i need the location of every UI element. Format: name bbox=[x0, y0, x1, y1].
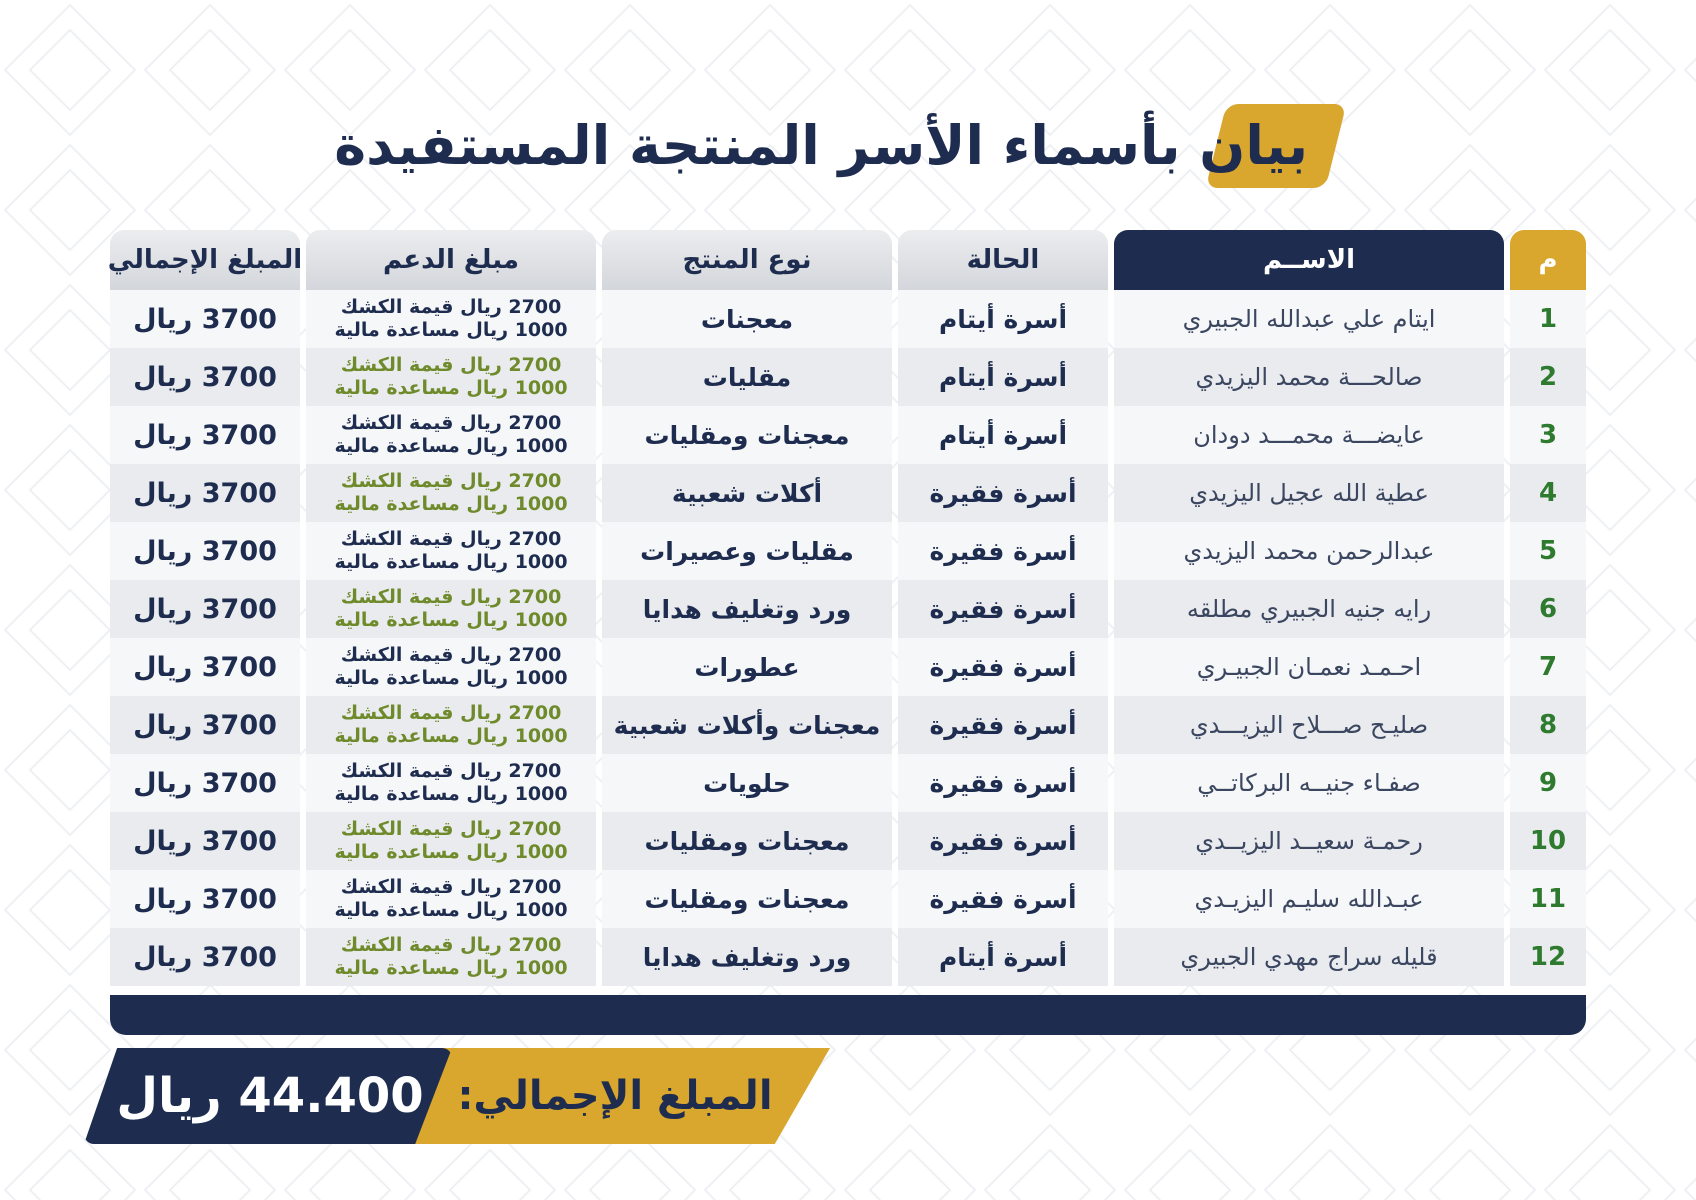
index-cell: 11 bbox=[1510, 870, 1586, 928]
product-type-column bbox=[602, 230, 892, 986]
status-cell: أسرة فقيرة bbox=[898, 812, 1108, 870]
status-cell: أسرة فقيرة bbox=[898, 754, 1108, 812]
total-cell: 3700 ريال bbox=[110, 348, 300, 406]
index-cell: 9 bbox=[1510, 754, 1586, 812]
support-kiosk-value: 2700 ريال قيمة الكشك bbox=[340, 586, 562, 608]
status-cell: أسرة أيتام bbox=[898, 290, 1108, 348]
support-financial-aid: 1000 ريال مساعدة مالية bbox=[334, 841, 568, 863]
product-cell: معجنات ومقليات bbox=[602, 406, 892, 464]
support-cell bbox=[306, 870, 596, 928]
support-kiosk-value: 2700 ريال قيمة الكشك bbox=[340, 528, 562, 550]
total-cell: 3700 ريال bbox=[110, 406, 300, 464]
product-cell: معجنات bbox=[602, 290, 892, 348]
index-column bbox=[1510, 230, 1586, 986]
status-cell: أسرة فقيرة bbox=[898, 870, 1108, 928]
total-cell: 3700 ريال bbox=[110, 522, 300, 580]
name-cell: صالحـــة محمد اليزيدي bbox=[1114, 348, 1504, 406]
support-financial-aid: 1000 ريال مساعدة مالية bbox=[334, 377, 568, 399]
header-status: الحالة bbox=[898, 230, 1108, 290]
total-amount-column bbox=[107, 230, 303, 986]
support-cell bbox=[306, 290, 596, 348]
status-column bbox=[898, 230, 1108, 986]
product-cell: أكلات شعبية bbox=[602, 464, 892, 522]
page-title-text: بيان بأسماء الأسر المنتجة المستفيدة bbox=[334, 114, 1308, 177]
index-cell: 7 bbox=[1510, 638, 1586, 696]
support-financial-aid: 1000 ريال مساعدة مالية bbox=[334, 319, 568, 341]
support-kiosk-value: 2700 ريال قيمة الكشك bbox=[340, 354, 562, 376]
support-amount-column bbox=[306, 230, 596, 986]
total-cell: 3700 ريال bbox=[110, 696, 300, 754]
support-cell bbox=[306, 464, 596, 522]
name-cell: عايضـــة محمـــد دودان bbox=[1114, 406, 1504, 464]
grand-total-value: 44.400 ريال bbox=[116, 1068, 424, 1124]
support-financial-aid: 1000 ريال مساعدة مالية bbox=[334, 783, 568, 805]
name-cell: عبدالرحمن محمد اليزيدي bbox=[1114, 522, 1504, 580]
product-cell: ورد وتغليف هدايا bbox=[602, 580, 892, 638]
grand-total-label: المبلغ الإجمالي: bbox=[457, 1073, 773, 1119]
table-footer-bar bbox=[110, 995, 1586, 1035]
support-cell bbox=[306, 754, 596, 812]
index-cell: 6 bbox=[1510, 580, 1586, 638]
product-cell: معجنات ومقليات bbox=[602, 870, 892, 928]
total-cell: 3700 ريال bbox=[110, 464, 300, 522]
product-cell: ورد وتغليف هدايا bbox=[602, 928, 892, 986]
name-cell: قليله سراج مهدي الجبيري bbox=[1114, 928, 1504, 986]
support-financial-aid: 1000 ريال مساعدة مالية bbox=[334, 435, 568, 457]
support-kiosk-value: 2700 ريال قيمة الكشك bbox=[340, 412, 562, 434]
support-financial-aid: 1000 ريال مساعدة مالية bbox=[334, 551, 568, 573]
header-name: الاســم bbox=[1114, 230, 1504, 290]
support-financial-aid: 1000 ريال مساعدة مالية bbox=[334, 609, 568, 631]
support-kiosk-value: 2700 ريال قيمة الكشك bbox=[340, 296, 562, 318]
index-cell: 1 bbox=[1510, 290, 1586, 348]
total-cell: 3700 ريال bbox=[110, 290, 300, 348]
product-cell: عطورات bbox=[602, 638, 892, 696]
support-kiosk-value: 2700 ريال قيمة الكشك bbox=[340, 818, 562, 840]
page-title bbox=[334, 96, 1336, 196]
beneficiaries-table bbox=[107, 230, 1586, 986]
product-cell: مقليات bbox=[602, 348, 892, 406]
total-cell: 3700 ريال bbox=[110, 580, 300, 638]
status-cell: أسرة أيتام bbox=[898, 928, 1108, 986]
name-cell: صليـح صـــلاح اليزيـــدي bbox=[1114, 696, 1504, 754]
support-financial-aid: 1000 ريال مساعدة مالية bbox=[334, 493, 568, 515]
index-cell: 5 bbox=[1510, 522, 1586, 580]
support-cell bbox=[306, 696, 596, 754]
header-total-amount: المبلغ الإجمالي bbox=[110, 230, 300, 290]
index-cell: 10 bbox=[1510, 812, 1586, 870]
support-kiosk-value: 2700 ريال قيمة الكشك bbox=[340, 644, 562, 666]
name-cell: صفـاء جنيــه البركاتــي bbox=[1114, 754, 1504, 812]
status-cell: أسرة فقيرة bbox=[898, 580, 1108, 638]
name-cell: رحمـة سعيــد اليزيــدي bbox=[1114, 812, 1504, 870]
name-cell: ايتام علي عبدالله الجبيري bbox=[1114, 290, 1504, 348]
product-cell: معجنات وأكلات شعبية bbox=[602, 696, 892, 754]
status-cell: أسرة فقيرة bbox=[898, 696, 1108, 754]
support-financial-aid: 1000 ريال مساعدة مالية bbox=[334, 957, 568, 979]
index-cell: 3 bbox=[1510, 406, 1586, 464]
status-cell: أسرة أيتام bbox=[898, 348, 1108, 406]
status-cell: أسرة أيتام bbox=[898, 406, 1108, 464]
support-kiosk-value: 2700 ريال قيمة الكشك bbox=[340, 876, 562, 898]
support-cell bbox=[306, 580, 596, 638]
header-index: م bbox=[1510, 230, 1586, 290]
name-cell: عطية الله عجيل اليزيدي bbox=[1114, 464, 1504, 522]
support-cell bbox=[306, 348, 596, 406]
status-cell: أسرة فقيرة bbox=[898, 464, 1108, 522]
name-cell: عبـدالله سليـم اليزيـدي bbox=[1114, 870, 1504, 928]
name-cell: رايه جنيه الجبيري مطلقه bbox=[1114, 580, 1504, 638]
support-kiosk-value: 2700 ريال قيمة الكشك bbox=[340, 470, 562, 492]
support-kiosk-value: 2700 ريال قيمة الكشك bbox=[340, 934, 562, 956]
header-product-type: نوع المنتج bbox=[602, 230, 892, 290]
index-cell: 8 bbox=[1510, 696, 1586, 754]
total-cell: 3700 ريال bbox=[110, 754, 300, 812]
support-financial-aid: 1000 ريال مساعدة مالية bbox=[334, 899, 568, 921]
status-cell: أسرة فقيرة bbox=[898, 638, 1108, 696]
header-support-amount: مبلغ الدعم bbox=[306, 230, 596, 290]
support-kiosk-value: 2700 ريال قيمة الكشك bbox=[340, 760, 562, 782]
total-cell: 3700 ريال bbox=[110, 928, 300, 986]
product-cell: معجنات ومقليات bbox=[602, 812, 892, 870]
product-cell: مقليات وعصيرات bbox=[602, 522, 892, 580]
support-financial-aid: 1000 ريال مساعدة مالية bbox=[334, 725, 568, 747]
index-cell: 4 bbox=[1510, 464, 1586, 522]
total-cell: 3700 ريال bbox=[110, 870, 300, 928]
index-cell: 12 bbox=[1510, 928, 1586, 986]
support-cell bbox=[306, 638, 596, 696]
support-cell bbox=[306, 406, 596, 464]
index-cell: 2 bbox=[1510, 348, 1586, 406]
total-cell: 3700 ريال bbox=[110, 638, 300, 696]
product-cell: حلويات bbox=[602, 754, 892, 812]
support-cell bbox=[306, 522, 596, 580]
support-cell bbox=[306, 928, 596, 986]
status-cell: أسرة فقيرة bbox=[898, 522, 1108, 580]
support-kiosk-value: 2700 ريال قيمة الكشك bbox=[340, 702, 562, 724]
support-cell bbox=[306, 812, 596, 870]
name-cell: احـمـد نعمـان الجبيـري bbox=[1114, 638, 1504, 696]
support-financial-aid: 1000 ريال مساعدة مالية bbox=[334, 667, 568, 689]
total-cell: 3700 ريال bbox=[110, 812, 300, 870]
name-column bbox=[1114, 230, 1504, 986]
